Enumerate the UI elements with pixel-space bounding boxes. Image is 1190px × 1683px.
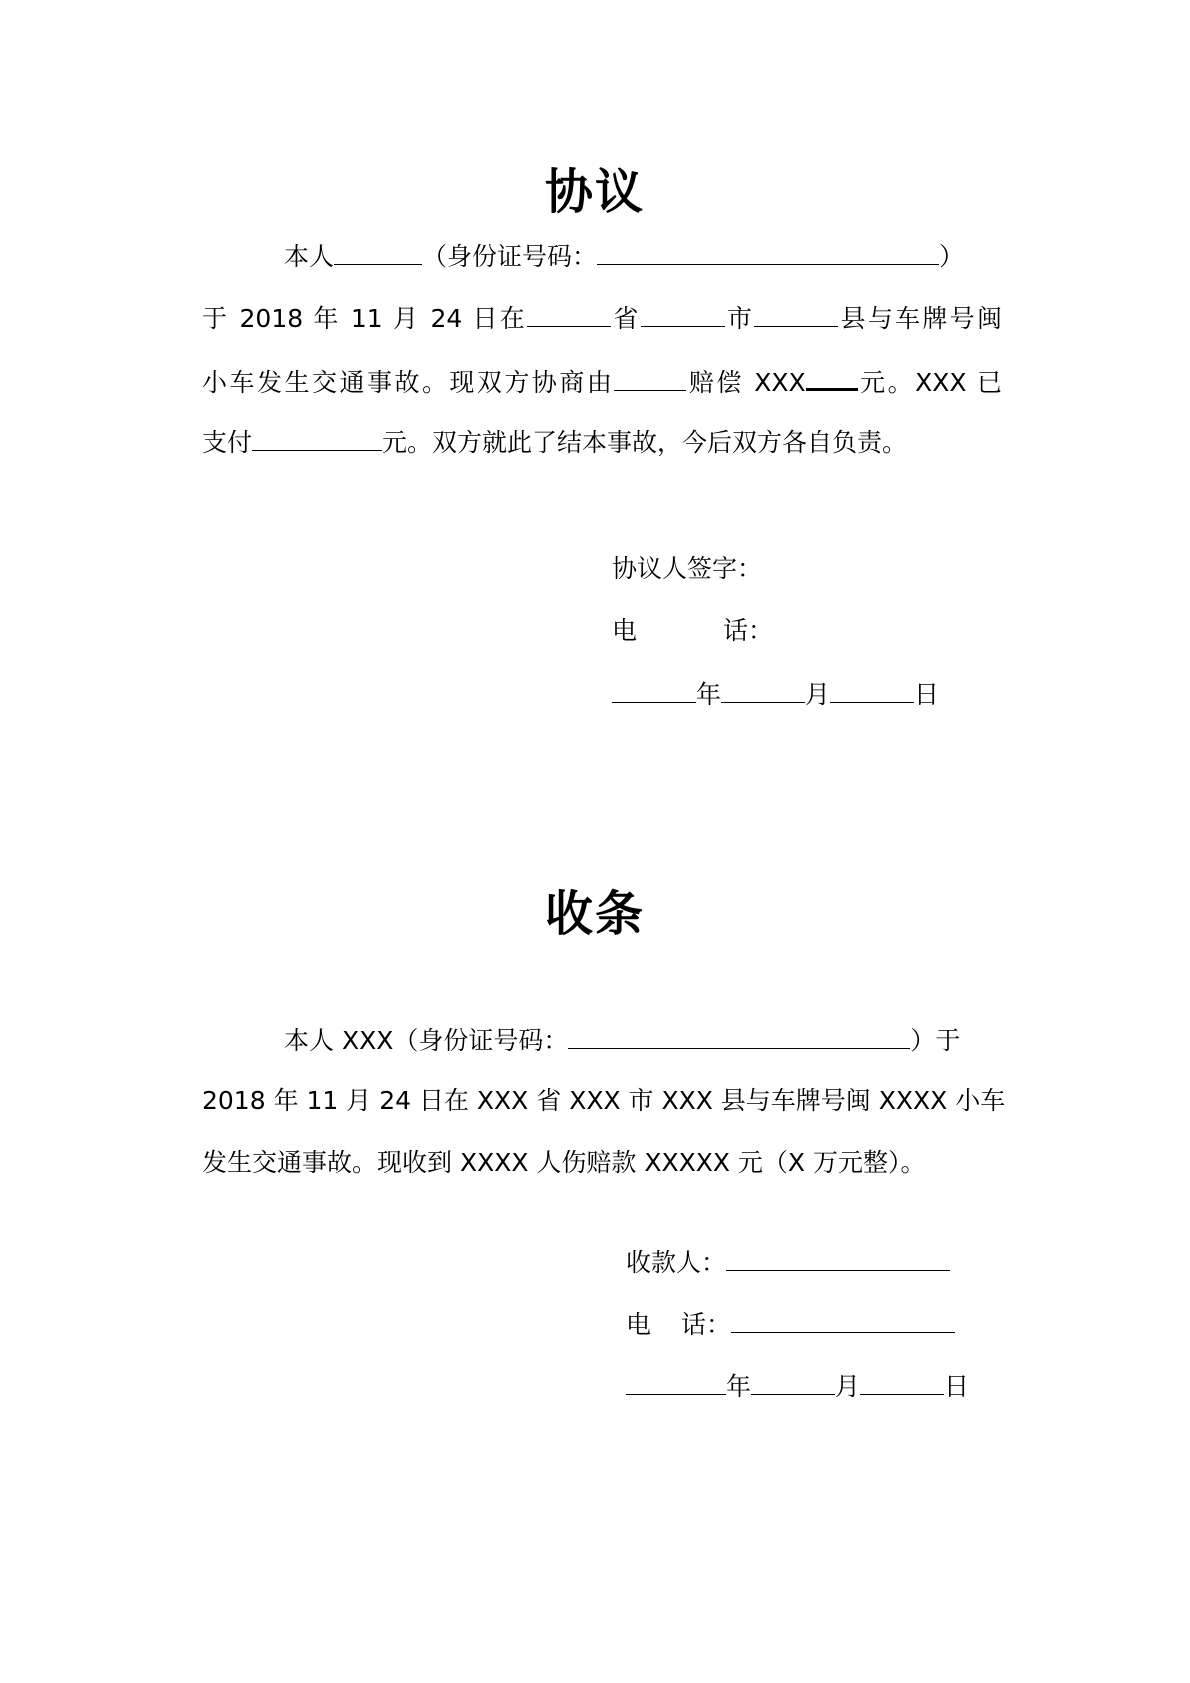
agreement-paragraph-line-2 [202,300,1002,336]
receipt-day-label: 日 [944,1372,970,1401]
agreement-signer-line [612,552,762,586]
agreement-paragraph-line-3 [202,362,1002,400]
payer-blank [614,364,686,391]
receipt-payee-line [626,1244,950,1280]
receipt-date-line [626,1368,969,1404]
agreement-paragraph-line-4 [202,424,1002,460]
month-label: 月 [805,680,831,709]
compensate-text: 赔偿 XXX [686,368,806,397]
receipt-phone-line [626,1306,955,1342]
agreement-phone-line [612,614,773,648]
id-number-blank [597,238,939,265]
settlement-text: 元。双方就此了结本事故，今后双方各自负责。 [382,428,908,457]
receipt-accident-text: 2018 年 11 月 24 日在 XXX 省 XXX 市 XXX 县与车牌号闽 XXXX 小车 [202,1086,1006,1115]
agreement-self-label: 本人 [284,242,335,271]
receipt-month-label: 月 [835,1372,861,1401]
receipt-id-number-blank [568,1022,910,1049]
name-blank [334,238,422,265]
city-blank [641,300,725,327]
county-label: 县与车牌号闽 [838,304,1002,333]
paid-amount-blank [252,424,382,451]
province-label: 省 [611,304,641,333]
receipt-payment-text: 发生交通事故。现收到 XXXX 人伤赔款 XXXXX 元（X 万元整）。 [202,1148,926,1177]
receipt-year-blank [626,1368,726,1395]
receipt-day-blank [860,1368,944,1395]
payee-blank [726,1244,950,1271]
receipt-month-blank [751,1368,835,1395]
day-label: 日 [914,680,940,709]
year-label: 年 [696,680,722,709]
signer-label: 协议人签字： [612,554,763,583]
negotiation-text: 小车发生交通事故。现双方协商由 [202,368,615,397]
month-blank [721,676,805,703]
province-blank [527,300,611,327]
payee-label: 收款人： [626,1248,727,1277]
receipt-self-text: 本人 XXX（身份证号码： [284,1026,569,1055]
receipt-paragraph-line-1 [202,1022,1002,1058]
agreement-paragraph-line-1 [202,238,1002,274]
year-blank [612,676,696,703]
receipt-phone-blank [731,1306,955,1333]
city-label: 市 [724,304,755,333]
receipt-phone-label-b: 话： [681,1310,732,1339]
phone-label-b: 话： [723,616,774,645]
id-open-label: （身份证号码： [422,242,598,271]
receipt-paragraph-line-3 [202,1146,1002,1180]
receipt-id-close-text: ）于 [910,1026,961,1055]
day-blank [830,676,914,703]
amount-blank [806,362,858,391]
agreement-date-line [612,676,939,712]
receipt-paragraph-line-2 [202,1084,1006,1118]
receipt-phone-label-a: 电 [626,1310,652,1339]
receipt-year-label: 年 [726,1372,752,1401]
amount-tail-text: 元。XXX 已 [857,368,1002,397]
county-blank [754,300,838,327]
paid-label: 支付 [202,428,253,457]
receipt-title: 收条 [544,886,645,942]
accident-date-text: 于 2018 年 11 月 24 日在 [202,304,528,333]
phone-label-a: 电 [612,616,638,645]
agreement-title: 协议 [544,164,645,220]
id-close-label: ） [939,242,965,271]
